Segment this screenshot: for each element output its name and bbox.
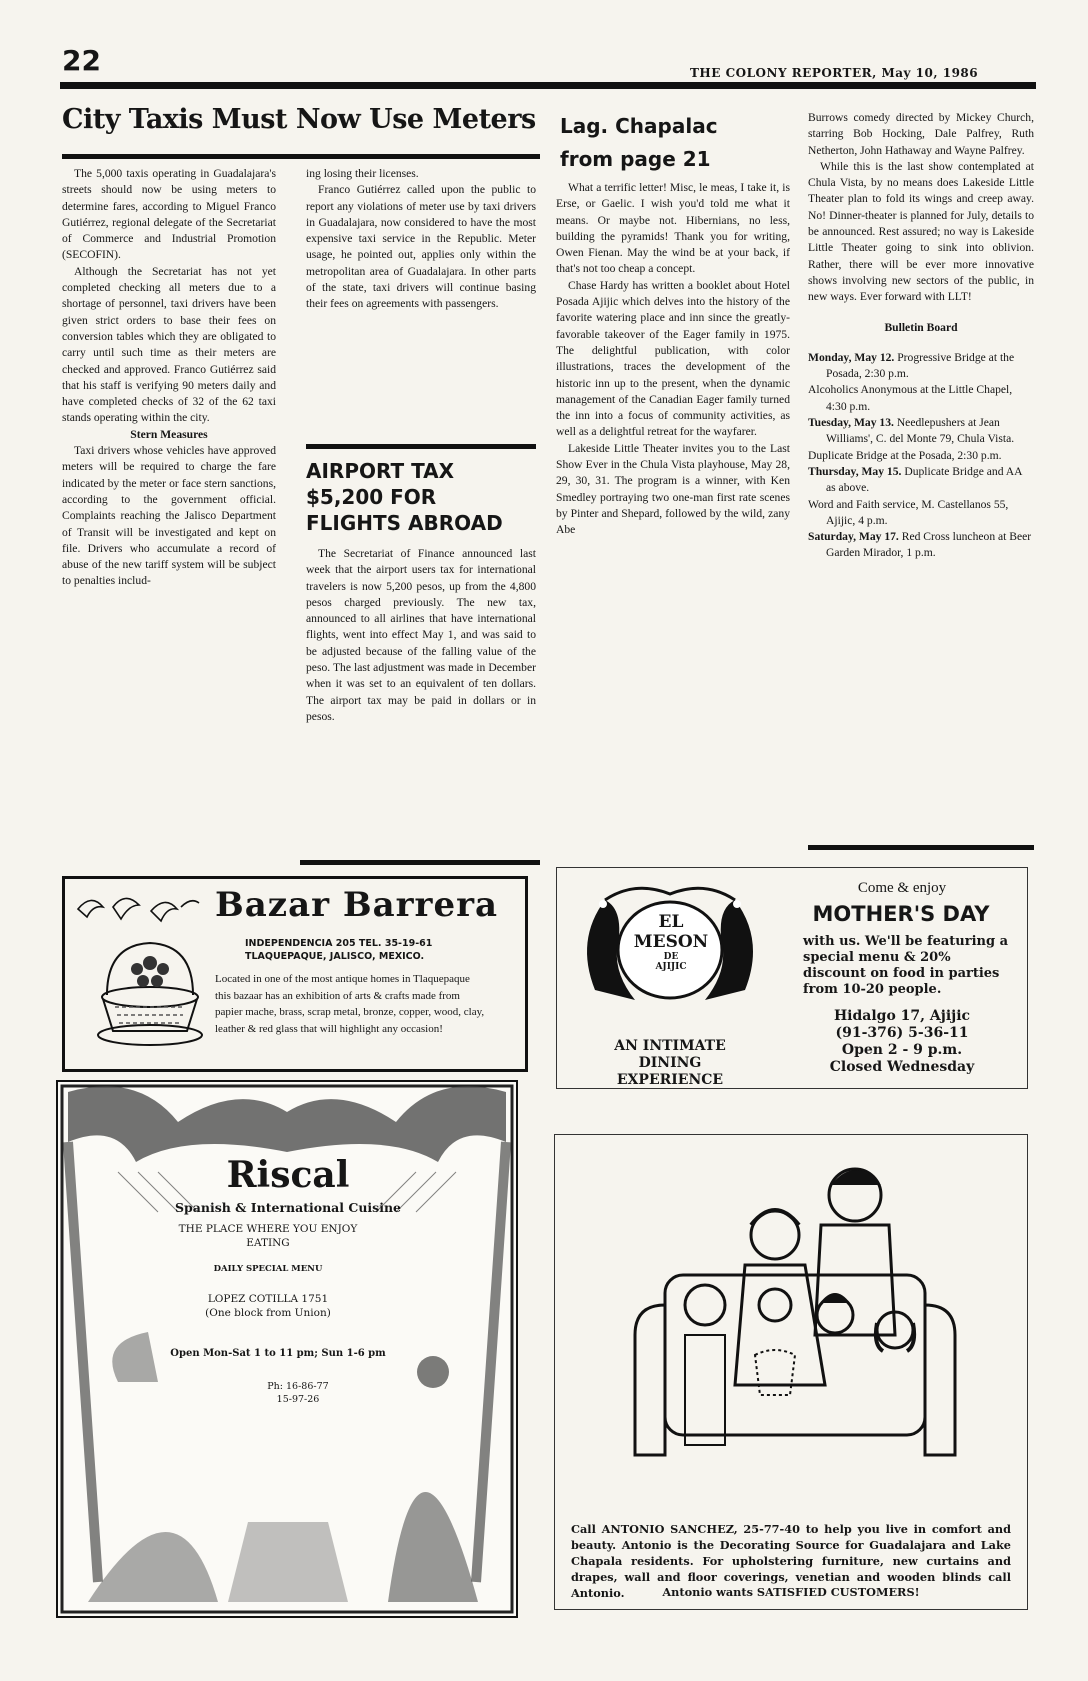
riscal-phone: 15-97-26 <box>276 1394 320 1405</box>
bazar-title: Bazar Barrera <box>215 885 499 925</box>
taxi-paragraph: ing losing their licenses. <box>306 167 419 180</box>
bulletin-entry <box>808 350 1034 383</box>
bulletin-entry <box>808 382 1034 415</box>
bulletin-text: Progressive Bridge at the Posada, 2:30 p.m. <box>826 350 1015 381</box>
riscal-cuisine: Spanish & International Cuisine <box>174 1200 401 1215</box>
airport-end-rule <box>300 860 540 865</box>
riscal-address-note: (One block from Union) <box>205 1307 331 1319</box>
bulletin-text: Alcoholics Anonymous at the Little Chapel, 4:30 p.m. <box>808 383 1013 413</box>
meson-logo-line: MESON <box>633 932 709 952</box>
taxi-column-1 <box>62 166 276 590</box>
taxi-column-2 <box>306 166 536 313</box>
meson-contact <box>787 1008 1017 1076</box>
riscal-slogan: THE PLACE WHERE YOU ENJOY EATING <box>178 1223 358 1249</box>
page-number: 22 <box>62 44 101 77</box>
antonio-text: Call ANTONIO SANCHEZ, 25-77-40 to help you live in comfort and beauty. Antonio is the Decorating Source for Guadalajara and Lake Chapala residents. For upholstering furniture, new curtains and drapes, wall and floor coverings, venetian and wooden blinds call Antonio. <box>571 1522 1011 1600</box>
bulletin-entry <box>808 464 1034 497</box>
publication-line: THE COLONY REPORTER, May 10, 1986 <box>690 66 979 80</box>
chapala-paragraph: While this is the last show contemplated at Chula Vista, by no means does Lakeside Little Theater plan to fold its wings and creep away. No! Dinner-theater is planned for July, details to be announced. Rest assured; no way is Lakeside Little Theater going to sink into oblivion. Rather, there will be ever more innovative shows involving new sectors of the public, in new ways. Ever forward with LLT! <box>808 159 1034 304</box>
meson-logo-line: AJIJIC <box>655 962 687 972</box>
airport-headline: AIRPORT TAX $5,200 FOR FLIGHTS ABROAD <box>306 459 503 535</box>
chapala-column-2 <box>808 110 1034 562</box>
taxi-paragraph: Franco Gutiérrez called upon the public to report any violations of meter use by taxi drivers in Guadalajara, now considered to have the most expensive taxi service in the Republic. Meter usage, he pointed out, applies only within the metropolitan area of Guadalajara. In other parts of the state, taxi drivers will continue basing their fees on agreements with passengers. <box>306 183 536 311</box>
mothers-day-invite: Come & enjoy <box>857 880 947 896</box>
mothers-day-headline: MOTHER'S DAY <box>812 902 990 926</box>
taxi-paragraph: The 5,000 taxis operating in Guadalajara's streets should now be using meters to determine fares, according to Miguel Franco Gutiérrez, regional delegate of the Secretariat of Commerce and Industrial Promotion (SECOFIN). <box>62 167 276 262</box>
bulletin-text: Needlepushers at Jean Williams', C. del Monte 79, Chula Vista. <box>826 416 1015 446</box>
bulletin-text: Duplicate Bridge at the Posada, 2:30 p.m. <box>808 448 1002 462</box>
headline-rule <box>62 154 540 159</box>
antonio-ad <box>554 1134 1028 1610</box>
bulletin-day: Monday, May 12. <box>808 350 895 364</box>
chapala-paragraph: Chase Hardy has written a booklet about Hotel Posada Ajijic which delves into the history of the favorite watering place and inn since the greatly-favorable takeover of the Eager family in 1975. The delightful publication, with color illustrations, traces the development of the historic inn up to the present, when the dynamic management of the Canadian Eager family turned the inn into a focus of community activities, as well as a delightful retreat for the wayfarer. <box>556 278 790 439</box>
chapala-paragraph: What a terrific letter! Misc, le meas, I take it, is Erse, or Gaelic. I wish you'd told me what it means. Or maybe not. Hibernians, no less, building the pyramids! Thank you for writing, Owen Fienan. May the wind be at your back, if that's not too cheap a concept. <box>556 181 790 276</box>
bulletin-day: Saturday, May 17. <box>808 530 899 544</box>
chapala-paragraph: Lakeside Little Theater invites you to the Last Show Ever in the Chula Vista playhouse, May 28, 29, 30, 31. The program is a winner, with Ken Smedley portraying two one-man first rate scenes by Pinter and Shepard, followed by the wild, zany Abe <box>556 441 790 537</box>
taxi-headline: City Taxis Must Now Use Meters <box>62 104 536 135</box>
riscal-title: Riscal <box>226 1154 350 1196</box>
dove-icons <box>73 889 203 929</box>
bulletin-title: Bulletin Board <box>884 320 958 334</box>
meson-closed: Closed Wednesday <box>829 1059 975 1075</box>
bulletin-day: Thursday, May 15. <box>808 464 902 478</box>
bulletin-entry <box>808 415 1034 448</box>
riscal-address-block <box>158 1292 378 1320</box>
mothers-day-offer: with us. We'll be featuring a special menu & 20% discount on food in parties from 10-20 people. <box>803 934 1009 997</box>
bazar-city: TLAQUEPAQUE, JALISCO, MEXICO. <box>245 951 425 962</box>
meson-phone: (91-376) 5-36-11 <box>835 1025 969 1041</box>
riscal-ad <box>56 1080 518 1618</box>
family-sofa-illustration <box>625 1155 965 1475</box>
bazar-barrera-ad <box>62 876 528 1072</box>
bazar-street: INDEPENDENCIA 205 TEL. 35-19-61 <box>245 938 433 949</box>
bazar-address <box>245 937 432 963</box>
bulletin-entry <box>808 448 1034 464</box>
meson-hours: Open 2 - 9 p.m. <box>841 1042 963 1058</box>
bulletin-end-rule <box>808 845 1034 850</box>
antonio-closing: Antonio wants SATISFIED CUSTOMERS! <box>662 1585 920 1599</box>
el-meson-ad <box>556 867 1028 1089</box>
riscal-phone: Ph: 16-86-77 <box>267 1381 329 1392</box>
chapala-column <box>556 180 790 539</box>
bulletin-entry <box>808 529 1034 562</box>
riscal-special: DAILY SPECIAL MENU <box>213 1264 323 1274</box>
riscal-address: LOPEZ COTILLA 1751 <box>207 1293 329 1305</box>
meson-logo-line: EL <box>658 912 684 932</box>
meson-logo-line: DE <box>663 952 679 962</box>
taxi-subhead: Stern Measures <box>130 427 208 441</box>
bulletin-text: Word and Faith service, M. Castellanos 55, Ajijic, 4 p.m. <box>808 497 1009 527</box>
meson-tagline: AN INTIMATE DINING EXPERIENCE <box>614 1038 726 1088</box>
bulletin-entry <box>808 497 1034 530</box>
bulletin-text: Duplicate Bridge and AA as above. <box>826 464 1022 495</box>
taxi-paragraph: Although the Secretariat has not yet completed checking all meters due to a shortage of personnel, taxi drivers have been given strict orders to base their fees on conversion tables which they are obligated to carry until such time as their meters are checked and approved. Franco Gutiérrez said that his staff is verifying 90 meters daily and have completed checks of 32 of the 62 taxi stands operating within the city. <box>62 264 276 425</box>
masthead-rule <box>60 82 1036 89</box>
chapala-headline: Lag. Chapalac from page 21 <box>560 114 718 171</box>
airport-paragraph: The Secretariat of Finance announced last week that the airport users tax for international travelers is now 5,200 pesos, up from the 4,800 pesos charged previously. The new tax, announced to all airlines that have international flights, went into effect May 1, and was said to be adjusted because of the falling value of the peso. The last adjustment was made in December when it was set to an equivalent of ten dollars. The airport tax may be paid in dollars or in pesos. <box>306 547 536 723</box>
riscal-phones <box>228 1380 368 1406</box>
bazar-description: Located in one of the most antique homes in Tlaquepaque this bazaar has an exhibition of arts & crafts made from papier mache, brass, scrap metal, bronze, copper, wood, clay, leather & red glass that will highlight any occasion! <box>215 973 485 1035</box>
meson-address: Hidalgo 17, Ajijic <box>833 1008 971 1024</box>
taxi-paragraph: Taxi drivers whose vehicles have approved meters will be required to charge the fare indicated by the meter or face stern sanctions, according to the government official. Complaints reaching the Jalisco Department of Transit will be investigated and kept on file. Drivers who accumulate a record of abuse of the new tariff system will be subject to penalties includ- <box>62 444 276 588</box>
airport-body <box>306 546 536 725</box>
chapala-paragraph: Burrows comedy directed by Mickey Church, starring Bob Hocking, Dale Palfrey, Ruth Netherton, John Hathaway and Wayne Palfrey. <box>808 111 1034 157</box>
bulletin-text: Red Cross luncheon at Beer Garden Mirador, 1 p.m. <box>826 530 1032 560</box>
meson-logo-text <box>623 912 719 973</box>
airport-rule <box>306 444 536 449</box>
riscal-hours: Open Mon-Sat 1 to 11 pm; Sun 1-6 pm <box>170 1348 386 1359</box>
bulletin-list <box>808 350 1034 562</box>
basket-illustration <box>87 935 213 1051</box>
bulletin-day: Tuesday, May 13. <box>808 416 894 430</box>
